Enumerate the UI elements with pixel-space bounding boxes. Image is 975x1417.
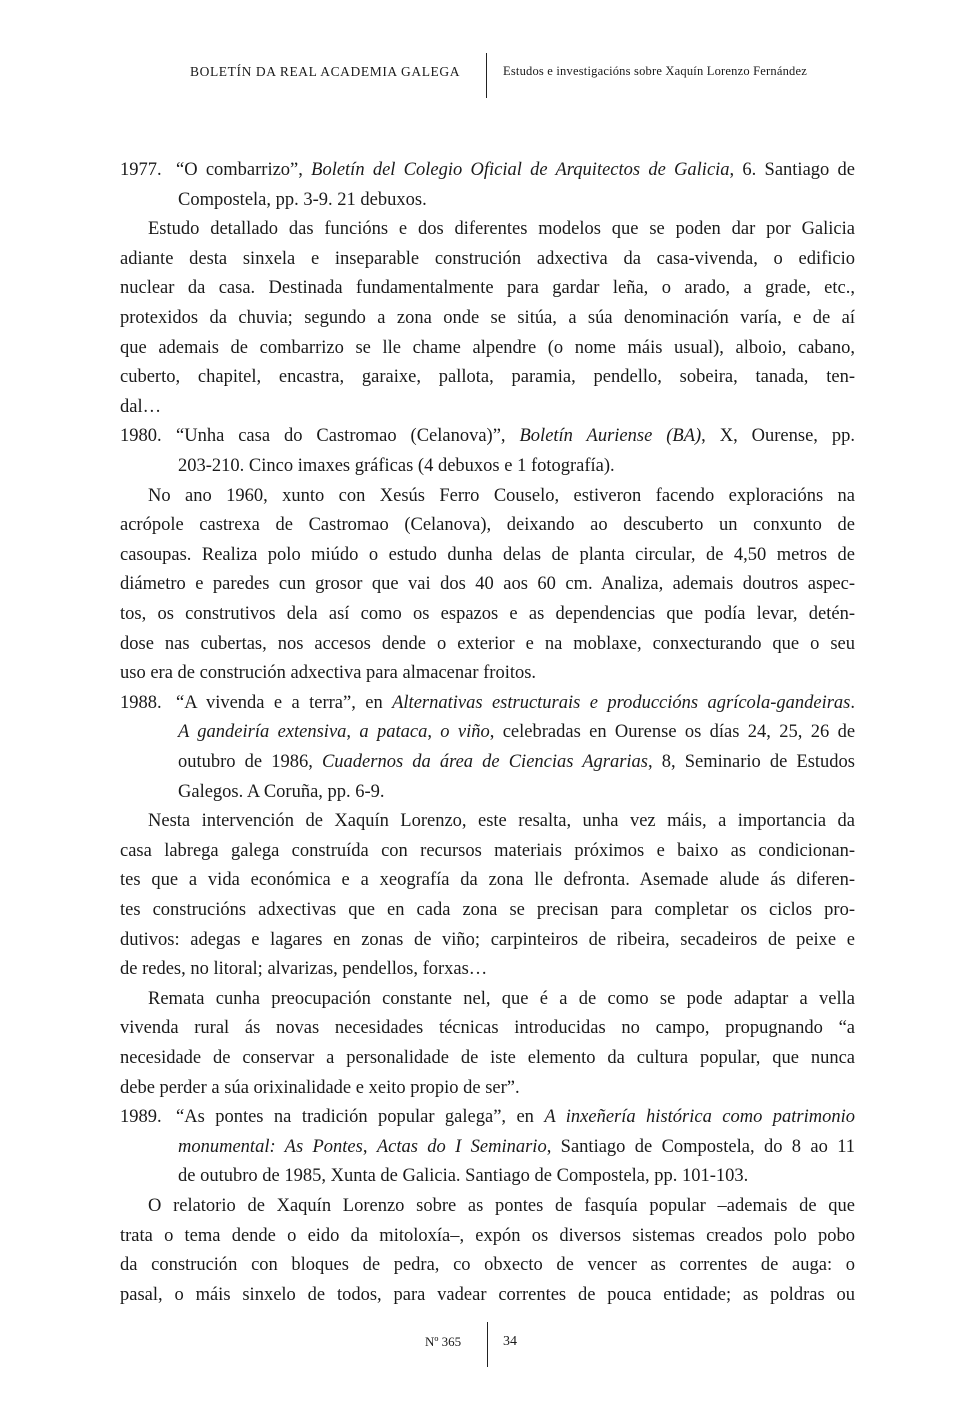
section-title: Estudos e investigacións sobre Xaquín Lorenzo Fernández (503, 64, 807, 78)
italic-title: Boletín Auriense (BA) (519, 426, 702, 447)
citation-line: outubro de 1986, Cuadernos da área de Ciencias Agrarias, 8, Seminario de Estudos (178, 752, 855, 772)
paragraph-line: debe perder a súa orixinalidade e xeito propio de ser”. (120, 1077, 520, 1098)
citation-line: “O combarrizo”, Boletín del Colegio Oficial de Arquitectos de Galicia, 6. Santiago de (176, 160, 855, 180)
citation-line: “As pontes na tradición popular galega”, en A inxeñería histórica como patrimonio (176, 1107, 855, 1128)
italic-title: o viño (440, 722, 490, 743)
paragraph-line: acrópole castrexa de Castromao (Celanova), deixando ao descuberto un conxunto de (120, 515, 855, 536)
paragraph-line: uso era de construción adxectiva para almacenar froitos. (120, 663, 537, 684)
italic-title: A gandeiría extensiva (178, 722, 347, 743)
paragraph-line: protexidos da chuvia; segundo a zona onde se sitúa, a súa denominación varía, e de aí (120, 308, 855, 328)
citation-line: de outubro de 1985, Xunta de Galicia. Santiago de Compostela, pp. 101-103. (178, 1166, 749, 1187)
italic-title: Alternativas estructurais e produccións agrícola-gandeiras (392, 692, 851, 713)
italic-title: Cuadernos da área de Ciencias Agrarias (321, 752, 649, 772)
citation-line: A gandeiría extensiva, a pataca, o viño, celebradas en Ourense os días 24, 25, 26 de (178, 722, 856, 743)
italic-title: Boletín del Colegio Oficial de Arquitectos de Galicia (311, 160, 730, 180)
paragraph-line: pasal, o máis sinxelo de todos, para vadear correntes de pouca entidade; as poldras ou (120, 1284, 855, 1305)
paragraph-line: Remata cunha preocupación constante nel, que é a de como se pode adaptar a vella (148, 988, 855, 1009)
paragraph-line: dose nas cubertas, nos accesos dende o exterior e na moblaxe, conxecturando que o seu (120, 633, 855, 654)
paragraph-line: da construción con bloques de pedra, co obxecto de vencer as correntes de auga: o (120, 1255, 855, 1276)
paragraph-line: casa labrega galega construída con recursos materiais próximos e baixo as condicionan- (120, 840, 855, 861)
paragraph-line: nuclear da casa. Destinada fundamentalmente para gardar leña, o arado, a grade, etc., (120, 278, 855, 299)
paragraph-line: vivenda rural ás novas necesidades técnicas introducidas no campo, propugnando “a (120, 1018, 855, 1039)
entry-year: 1977. (120, 160, 162, 180)
italic-title: Actas do I Seminario (376, 1136, 547, 1157)
entry-year: 1989. (120, 1107, 162, 1128)
page-number: 34 (503, 1334, 517, 1349)
citation-line: 203-210. Cinco imaxes gráficas (4 debuxos e 1 fotografía). (178, 456, 615, 476)
paragraph-line: necesidade de conservar a personalidade de iste elemento da cultura popular, que nunca (120, 1048, 855, 1068)
paragraph-line: dal… (120, 396, 162, 417)
paragraph-line: trata o tema dende o eido da mitoloxía–, expón os diversos sistemas creados polo pobo (120, 1225, 855, 1246)
citation-line: “A vivenda e a terra”, en Alternativas estructurais e produccións agrícola-gandeiras. (176, 692, 855, 713)
footer-divider (487, 1322, 488, 1367)
entry-year: 1980. (120, 426, 162, 447)
paragraph-line: tos, os construtivos dela así como os espazos e as dependencias que podía levar, detén- (120, 604, 855, 624)
italic-title: A inxeñería histórica como patrimonio (544, 1107, 855, 1128)
paragraph-line: O relatorio de Xaquín Lorenzo sobre as pontes de fasquía popular –ademais de que (148, 1196, 855, 1216)
paragraph-line: No ano 1960, xunto con Xesús Ferro Couselo, estiveron facendo exploracións na (148, 485, 855, 506)
italic-title: monumental: As Pontes (178, 1136, 363, 1157)
citation-line: Galegos. A Coruña, pp. 6-9. (178, 781, 385, 802)
paragraph-line: cuberto, chapitel, encastra, garaixe, pallota, paramia, pendello, sobeira, tanada, ten- (120, 367, 855, 388)
issue-number: Nº 365 (425, 1334, 462, 1349)
paragraph-line: de redes, no litoral; alvarizas, pendellos, forxas… (120, 959, 488, 980)
entry-year: 1988. (120, 692, 162, 713)
header-divider (486, 53, 487, 98)
paragraph-line: Estudo detallado das funcións e dos diferentes modelos que se poden dar por Galicia (148, 219, 855, 240)
citation-line: monumental: As Pontes, Actas do I Seminario, Santiago de Compostela, do 8 ao 11 (178, 1136, 856, 1157)
paragraph-line: tes que a vida económica e a xeografía da zona lle defronta. Asemade alude ás diferen- (120, 870, 855, 891)
paragraph-line: Nesta intervención de Xaquín Lorenzo, este resalta, unha vez máis, a importancia da (148, 811, 855, 832)
paragraph-line: que ademais de combarrizo se lle chame alpendre (o nome máis usual), alboio, cabano, (120, 337, 855, 358)
paragraph-line: dutivos: adegas e lagares en zonas de viño; carpinteiros de ribeira, secadeiros de peixe e (120, 929, 855, 950)
journal-title: BOLETÍN DA REAL ACADEMIA GALEGA (190, 64, 461, 79)
paragraph-line: adiante desta sinxela e inseparable construción adxectiva da casa-vivenda, o edificio (120, 248, 855, 269)
paragraph-line: diámetro e paredes cun grosor que vai dos 40 aos 60 cm. Analiza, ademais doutros aspec- (120, 574, 855, 595)
citation-line: Compostela, pp. 3-9. 21 debuxos. (178, 189, 427, 210)
italic-title: a pataca (359, 722, 428, 743)
paragraph-line: tes construcións adxectivas que en cada zona se precisan para completar os ciclos pro- (120, 900, 855, 920)
paragraph-line: casoupas. Realiza polo miúdo o estudo dunha delas de planta circular, de 4,50 metros de (120, 544, 855, 565)
citation-line: “Unha casa do Castromao (Celanova)”, Boletín Auriense (BA), X, Ourense, pp. (176, 426, 855, 447)
